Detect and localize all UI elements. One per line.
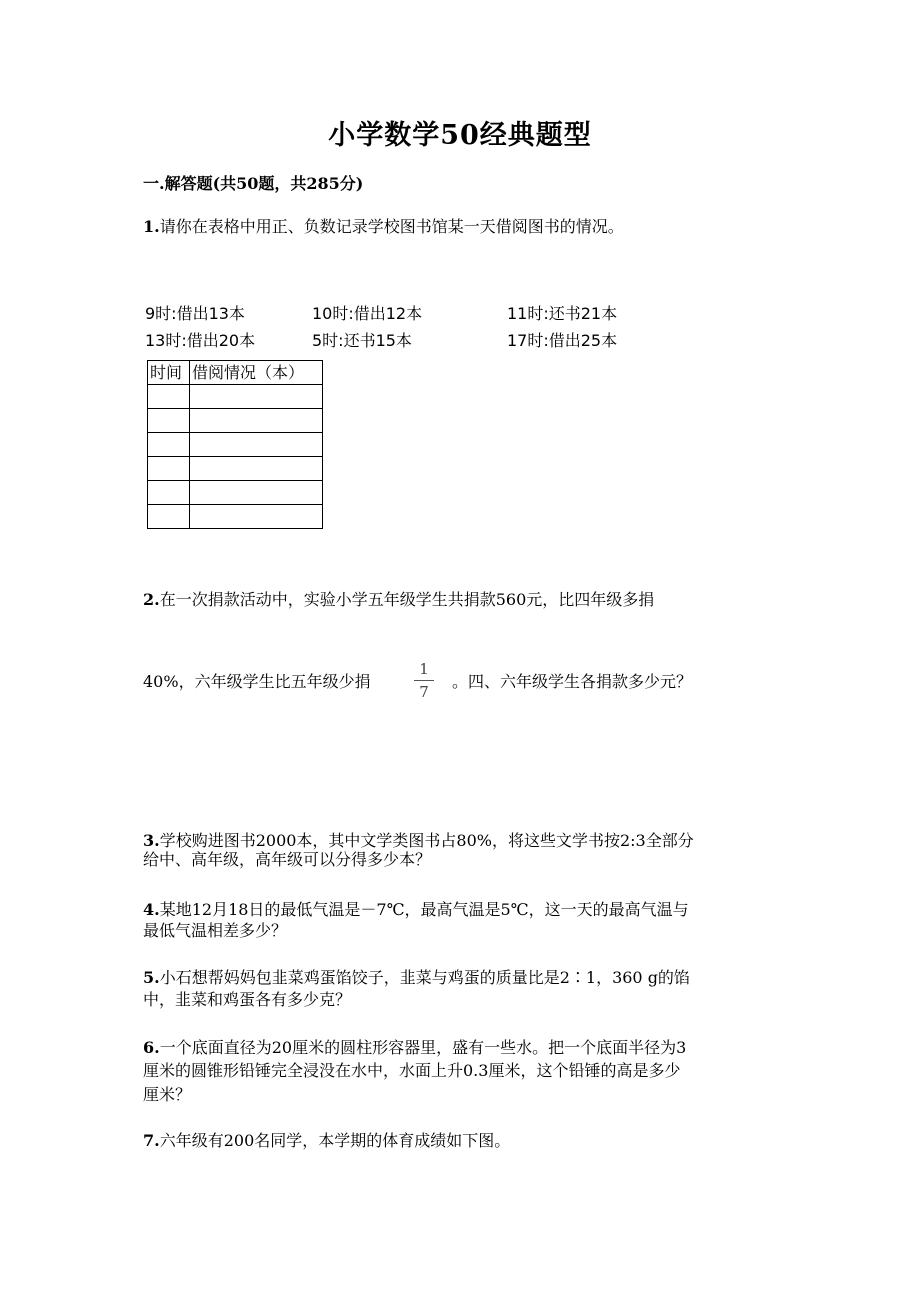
table-header-time: 时间 bbox=[148, 361, 190, 385]
table-cell bbox=[148, 505, 190, 529]
question-7-text: 六年级有200名同学，本学期的体育成绩如下图。 bbox=[159, 1131, 511, 1150]
table-cell bbox=[190, 481, 323, 505]
fraction-bar bbox=[414, 680, 434, 681]
table-cell bbox=[148, 457, 190, 481]
table-cell bbox=[148, 433, 190, 457]
table-cell bbox=[190, 409, 323, 433]
table-row bbox=[148, 385, 323, 409]
page-title: 小学数学50经典题型 bbox=[328, 120, 592, 151]
question-2-line-2b: 。四、六年级学生各捐款多少元？ bbox=[452, 672, 693, 691]
table-cell bbox=[190, 433, 323, 457]
question-2-line-2a: 40%，六年级学生比五年级少捐 bbox=[143, 672, 371, 691]
question-2 bbox=[143, 585, 654, 615]
fraction-one-seventh bbox=[412, 660, 436, 701]
table-row bbox=[148, 409, 323, 433]
table-cell bbox=[190, 457, 323, 481]
question-6-line-2: 厘米的圆锥形铅锤完全浸没在水中，水面上升0.3厘米，这个铅锤的高是多少 bbox=[143, 1061, 681, 1080]
table-row bbox=[148, 505, 323, 529]
log-entry-6: 17时:借出25本 bbox=[507, 331, 618, 350]
table-cell bbox=[148, 409, 190, 433]
question-7-number: 7. bbox=[143, 1131, 160, 1150]
question-3-number: 3. bbox=[143, 831, 160, 850]
table-cell bbox=[148, 385, 190, 409]
question-5-number: 5. bbox=[143, 968, 160, 987]
question-6-line-1: 一个底面直径为20厘米的圆柱形容器里，盛有一些水。把一个底面半径为3 bbox=[159, 1038, 687, 1057]
log-entry-5: 5时:还书15本 bbox=[312, 331, 412, 350]
fraction-denominator: 7 bbox=[419, 683, 429, 701]
question-6-number: 6. bbox=[143, 1038, 160, 1057]
question-5-line-2: 中，韭菜和鸡蛋各有多少克？ bbox=[143, 990, 352, 1009]
question-4-line-2: 最低气温相差多少？ bbox=[143, 921, 288, 940]
log-entry-2: 10时:借出12本 bbox=[312, 304, 423, 323]
table-cell bbox=[190, 505, 323, 529]
log-entry-1: 9时:借出13本 bbox=[145, 304, 245, 323]
question-2-line-1: 在一次捐款活动中，实验小学五年级学生共捐款560元，比四年级多捐 bbox=[159, 590, 655, 609]
question-1-text: 请你在表格中用正、负数记录学校图书馆某一天借阅图书的情况。 bbox=[159, 217, 624, 236]
question-5-line-1: 小石想帮妈妈包韭菜鸡蛋馅饺子，韭菜与鸡蛋的质量比是2∶1，360 g的馅 bbox=[159, 968, 690, 987]
question-7 bbox=[143, 1126, 510, 1156]
question-4-line-1: 某地12月18日的最低气温是－7℃，最高气温是5℃，这一天的最高气温与 bbox=[159, 900, 689, 919]
question-1 bbox=[143, 212, 624, 242]
table-row bbox=[148, 481, 323, 505]
borrow-record-table bbox=[147, 360, 323, 529]
question-3-line-2: 给中、高年级，高年级可以分得多少本？ bbox=[143, 850, 432, 869]
section-heading: 一.解答题(共50题，共285分) bbox=[143, 174, 364, 193]
table-cell bbox=[148, 481, 190, 505]
table-row bbox=[148, 457, 323, 481]
fraction-numerator: 1 bbox=[419, 660, 429, 678]
question-3-line-1: 学校购进图书2000本，其中文学类图书占80%，将这些文学书按2:3全部分 bbox=[159, 831, 694, 850]
table-header-row bbox=[148, 361, 323, 385]
log-entry-3: 11时:还书21本 bbox=[507, 304, 618, 323]
table-row bbox=[148, 433, 323, 457]
question-2-number: 2. bbox=[143, 590, 160, 609]
log-entry-4: 13时:借出20本 bbox=[145, 331, 256, 350]
question-4-number: 4. bbox=[143, 900, 160, 919]
question-6-line-3: 厘米？ bbox=[143, 1085, 192, 1104]
table-header-record: 借阅情况（本） bbox=[190, 361, 323, 385]
question-1-number: 1. bbox=[143, 217, 160, 236]
table-cell bbox=[190, 385, 323, 409]
